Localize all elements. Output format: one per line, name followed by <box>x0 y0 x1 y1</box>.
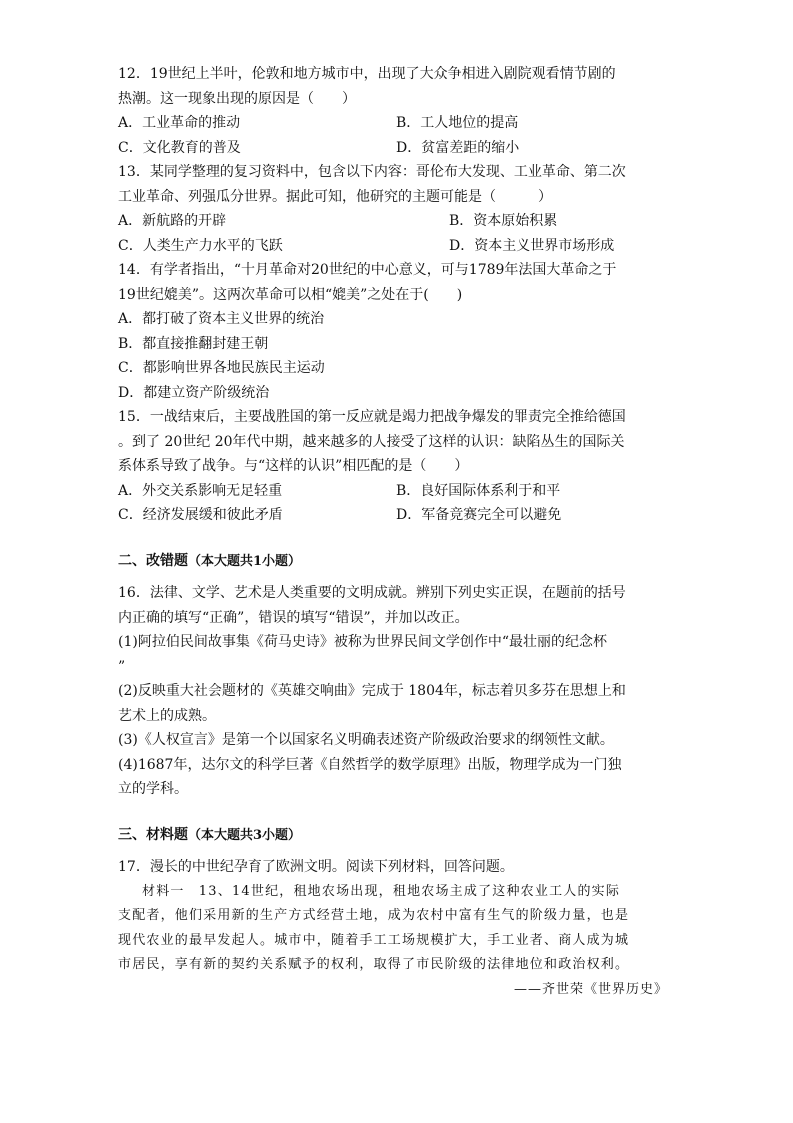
question-16-item-2-line2: 艺术上的成熟。 <box>118 707 216 724</box>
question-15-option-c: C．经济发展缓和彼此矛盾 <box>118 507 283 523</box>
question-12-options-row1 <box>118 111 678 136</box>
question-12-stem-line2: 热潮。这一现象出现的原因是（ ） <box>118 90 356 107</box>
question-14 <box>118 258 678 405</box>
material-1-line3: 现代农业的最早发起人。城市中，随着手工工场规模扩大，手工业者、商人成为城 <box>118 932 630 948</box>
question-13-option-b: B．资本原始积累 <box>449 213 558 229</box>
question-16-item-1-line2: ” <box>118 658 126 675</box>
question-15-option-a: A．外交关系影响无足轻重 <box>118 482 283 499</box>
question-16-item-2-line1: (2)反映重大社会题材的《英雄交响曲》完成于 1804年，标志着贝多芬在思想上和 <box>118 683 626 699</box>
question-12-option-d: D．贫富差距的缩小 <box>396 139 520 156</box>
question-12-stem-line1: 12．19世纪上半叶，伦敦和地方城市中，出现了大众争相进入剧院观看情节剧的 <box>118 66 616 82</box>
section-3-note: （本大题共3小题） <box>188 827 302 843</box>
question-16-item-1-line1: (1)阿拉伯民间故事集《荷马史诗》被称为世界民间文学创作中“最壮丽的纪念杯 <box>118 634 607 650</box>
question-15-options-row1 <box>118 479 678 504</box>
section-3-title: 三、材料题 <box>118 826 188 843</box>
question-17 <box>118 855 678 1002</box>
exam-page <box>118 62 678 1002</box>
question-15-stem-line3: 系体系导致了战争。与“这样的认识”相匹配的是（ ） <box>118 458 469 474</box>
question-13-option-a: A．新航路的开辟 <box>118 213 227 229</box>
question-14-option-a: A．都打破了资本主义世界的统治 <box>118 311 325 327</box>
question-17-material-1 <box>118 880 678 1003</box>
question-12-option-b: B．工人地位的提高 <box>396 115 519 131</box>
question-13-options-row2 <box>118 234 678 259</box>
question-16-item-3: (3)《人权宣言》是第一个以国家名义明确表述资产阶级政治要求的纲领性文献。 <box>118 732 614 748</box>
question-16 <box>118 581 678 802</box>
question-14-option-c: C．都影响世界各地民族民主运动 <box>118 360 325 376</box>
question-17-intro: 17．漫长的中世纪孕育了欧洲文明。阅读下列材料，回答问题。 <box>118 859 514 875</box>
question-16-item-4-line1: (4)1687年，达尔文的科学巨著《自然哲学的数学原理》出版，物理学成为一门独 <box>118 756 622 773</box>
material-1-line1: 材料一 13、14世纪，租地农场出现，租地农场主成了这种农业工人的实际 <box>142 883 621 899</box>
question-14-stem-line1: 14．有学者指出，“十月革命对20世纪的中心意义，可与1789年法国大革命之于 <box>118 262 617 278</box>
question-12-option-c: C．文化教育的普及 <box>118 139 241 156</box>
material-1-line2: 支配者，他们采用新的生产方式经营土地，成为农村中富有生气的阶级力量，也是 <box>118 908 630 923</box>
question-15-options-row2 <box>118 503 678 528</box>
question-15-stem-line2: 。到了 20世纪 20年代中期，越来越多的人接受了这样的认识：缺陷丛生的国际关 <box>118 433 625 450</box>
question-15-stem-line1: 15．一战结束后，主要战胜国的第一反应就是竭力把战争爆发的罪责完全推给德国 <box>118 409 626 425</box>
question-13-option-c: C．人类生产力水平的飞跃 <box>118 237 283 254</box>
question-14-option-b: B．都直接推翻封建王朝 <box>118 335 269 352</box>
material-1-line4: 市居民，享有新的契约关系赋予的权利，取得了市民阶级的法律地位和政治权利。 <box>118 957 630 972</box>
question-12-options-row2 <box>118 136 678 161</box>
section-2-title: 二、改错题 <box>118 552 188 569</box>
question-13-option-d: D．资本主义世界市场形成 <box>449 237 615 254</box>
question-14-option-d: D．都建立资产阶级统治 <box>118 384 270 401</box>
question-13-stem-line2: 工业革命、列强瓜分世界。据此可知，他研究的主题可能是（ ） <box>118 188 552 205</box>
question-15-option-d: D．军备竞赛完全可以避免 <box>396 507 562 523</box>
question-16-stem-line2: 内正确的填写“正确”，错误的填写“错误”，并加以改正。 <box>118 609 469 626</box>
question-16-stem-line1: 16．法律、文学、艺术是人类重要的文明成就。辨别下列史实正误，在题前的括号 <box>118 585 626 601</box>
question-15 <box>118 405 678 528</box>
section-3-heading <box>118 823 678 849</box>
question-13 <box>118 160 678 258</box>
question-13-stem-line1: 13．某同学整理的复习资料中，包含以下内容：哥伦布大发现、工业革命、第二次 <box>118 164 626 180</box>
section-2-heading <box>118 549 678 575</box>
question-12-option-a: A．工业革命的推动 <box>118 115 241 131</box>
question-16-item-4-line2: 立的学科。 <box>118 781 188 797</box>
question-15-option-b: B．良好国际体系利于和平 <box>396 482 561 499</box>
question-13-options-row1 <box>118 209 678 234</box>
section-2-note: （本大题共1小题） <box>188 553 302 569</box>
material-1-source: ——齐世荣《世界历史》 <box>513 981 668 997</box>
question-14-stem-line2: 19世纪媲美”。这两次革命可以相“媲美”之处在于( ) <box>118 286 463 303</box>
question-12 <box>118 62 678 160</box>
